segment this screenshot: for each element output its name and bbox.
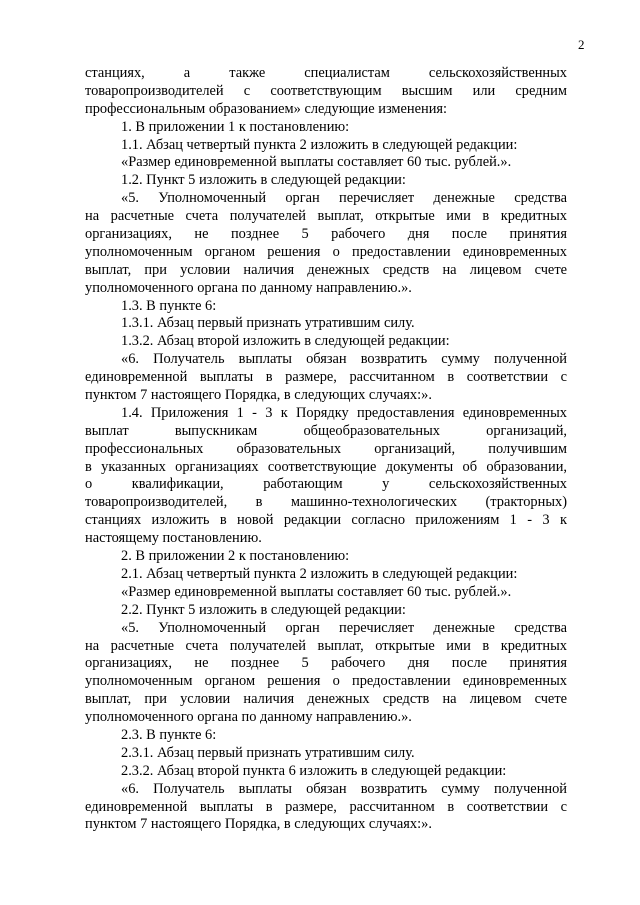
text-line: станциях изложить в новой редакции согласно приложениям 1 - 3 к <box>85 512 567 529</box>
text-line: в указанных организациях соответствующие документы об образовании, <box>85 458 567 475</box>
text-line: 1.3.1. Абзац первый признать утратившим силу. <box>121 315 415 332</box>
text-line: выплат, при условии наличия денежных средств на лицевом счете <box>85 261 567 278</box>
text-line: организациях, не позднее 5 рабочего дня после принятия <box>85 655 567 672</box>
text-line: «5. Уполномоченный орган перечисляет денежные средства <box>121 619 567 636</box>
text-line: 2.1. Абзац четвертый пункта 2 изложить в следующей редакции: <box>121 565 518 582</box>
text-line: 1. В приложении 1 к постановлению: <box>121 118 350 135</box>
document-body <box>85 65 567 834</box>
text-line: «Размер единовременной выплаты составляет 60 тыс. рублей.». <box>121 154 512 171</box>
text-line: единовременной выплаты в размере, рассчитанном в соответствии с <box>85 369 567 386</box>
text-line: организациях, не позднее 5 рабочего дня после принятия <box>85 226 567 243</box>
text-line: «Размер единовременной выплаты составляет 60 тыс. рублей.». <box>121 583 512 600</box>
text-line: 2. В приложении 2 к постановлению: <box>121 548 350 565</box>
text-line: 1.1. Абзац четвертый пункта 2 изложить в следующей редакции: <box>121 136 518 153</box>
text-line: «6. Получатель выплаты обязан возвратить сумму полученной <box>121 351 567 368</box>
text-line: на расчетные счета получателей выплат, открытые ими в кредитных <box>85 637 567 654</box>
text-line: уполномоченного органа по данному направлению.». <box>85 279 412 296</box>
text-line: уполномоченным органом решения о предоставлении единовременных <box>85 673 567 690</box>
text-line: единовременной выплаты в размере, рассчитанном в соответствии с <box>85 798 567 815</box>
text-line: профессиональным образованием» следующие изменения: <box>85 100 448 117</box>
text-line: выплат выпускникам общеобразовательных организаций, <box>85 422 567 439</box>
text-line: 1.3. В пункте 6: <box>121 297 217 314</box>
text-line: выплат, при условии наличия денежных средств на лицевом счете <box>85 691 567 708</box>
text-line: 2.3.1. Абзац первый признать утратившим силу. <box>121 744 415 761</box>
text-line: на расчетные счета получателей выплат, открытые ими в кредитных <box>85 208 567 225</box>
text-line: уполномоченным органом решения о предоставлении единовременных <box>85 243 567 260</box>
text-line: пунктом 7 настоящего Порядка, в следующих случаях:». <box>85 387 432 404</box>
text-line: товаропроизводителей, в машинно-технологических (тракторных) <box>85 494 567 511</box>
text-line: настоящему постановлению. <box>85 530 262 547</box>
text-line: товаропроизводителей с соответствующим высшим или средним <box>85 82 567 99</box>
text-line: «5. Уполномоченный орган перечисляет денежные средства <box>121 190 567 207</box>
text-line: 1.3.2. Абзац второй изложить в следующей редакции: <box>121 333 450 350</box>
text-line: уполномоченного органа по данному направлению.». <box>85 709 412 726</box>
text-line: пунктом 7 настоящего Порядка, в следующих случаях:». <box>85 816 432 833</box>
text-line: о квалификации, работающим у сельскохозяйственных <box>85 476 567 493</box>
text-line: 2.3. В пункте 6: <box>121 726 217 743</box>
text-line: 1.4. Приложения 1 - 3 к Порядку предоставления единовременных <box>121 404 567 421</box>
text-line: станциях, а также специалистам сельскохозяйственных <box>85 65 567 81</box>
text-line: профессиональных образовательных организаций, получившим <box>85 440 567 457</box>
page-number: 2 <box>578 37 585 52</box>
text-line: 2.2. Пункт 5 изложить в следующей редакции: <box>121 601 406 618</box>
text-line: 1.2. Пункт 5 изложить в следующей редакции: <box>121 172 406 189</box>
text-line: «6. Получатель выплаты обязан возвратить сумму полученной <box>121 780 567 797</box>
text-line: 2.3.2. Абзац второй пункта 6 изложить в следующей редакции: <box>121 762 507 779</box>
